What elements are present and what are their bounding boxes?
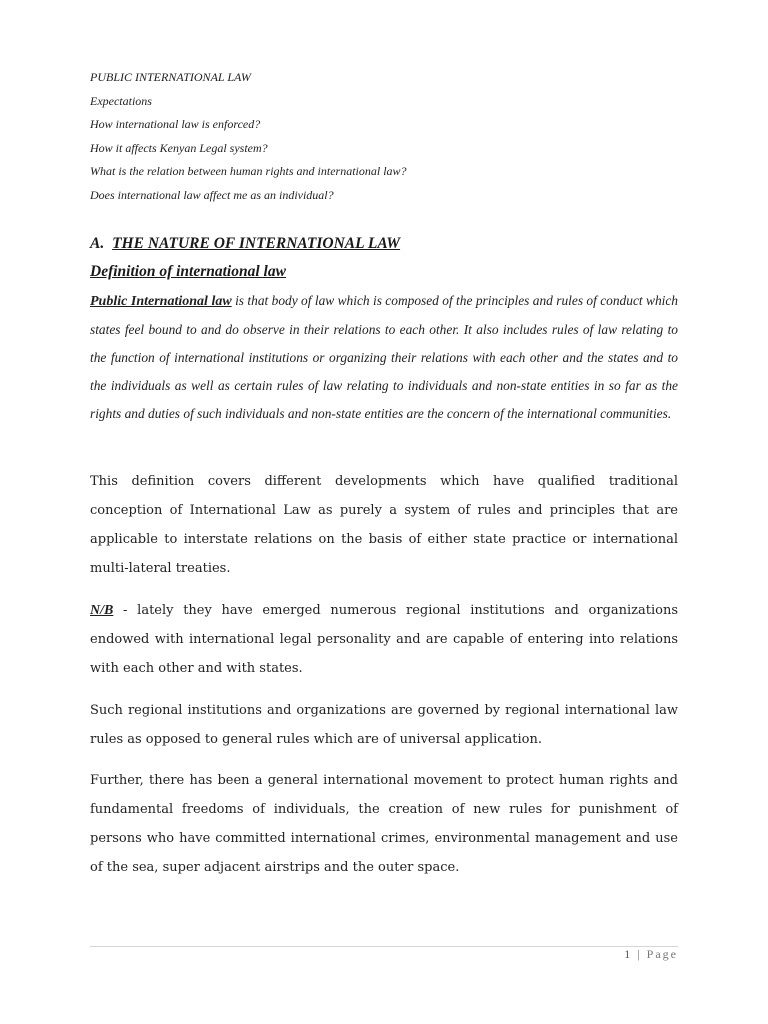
page-label: Page: [646, 947, 678, 961]
definition-term: Public International law: [90, 294, 232, 309]
section-letter: A.: [90, 235, 105, 252]
page-number: 1: [624, 947, 633, 961]
paragraph-regional-rules: Such regional institutions and organizations are governed by regional international law rules as opposed to general rules which are of universal application.: [90, 703, 678, 747]
paragraph-nb: [90, 596, 678, 683]
section-heading: [90, 233, 400, 255]
expectation-question: How international law is enforced?: [90, 117, 261, 131]
nb-label: N/B: [90, 603, 114, 618]
document-title: PUBLIC INTERNATIONAL LAW: [90, 70, 251, 84]
definition-heading: Definition of international law: [90, 263, 286, 280]
intro-block: [90, 66, 690, 207]
expectation-question: How it affects Kenyan Legal system?: [90, 140, 268, 155]
definition-paragraph: [90, 287, 678, 428]
nb-text: - lately they have emerged numerous regional institutions and organizations endowed with international legal personality and are capable of entering into relations with each other and with states.: [90, 603, 678, 676]
section-title: THE NATURE OF INTERNATIONAL LAW: [112, 235, 401, 252]
expectation-question: What is the relation between human rights and international law?: [90, 164, 407, 178]
footer-divider: [90, 946, 678, 947]
expectations-label: Expectations: [90, 93, 152, 108]
expectation-question: Does international law affect me as an individual?: [90, 187, 334, 202]
page-separator: |: [632, 947, 647, 961]
paragraph-international-movement: Further, there has been a general international movement to protect human rights and fundamental freedoms of individuals, the creation of new rules for punishment of persons who have committed international crimes, environmental management and use of the sea, super adjacent airstrips and the outer space.: [90, 773, 678, 875]
paragraph-definition-coverage: This definition covers different developments which have qualified traditional conception of International Law as purely a system of rules and principles that are applicable to interstate relations on the basis of either state practice or international multi-lateral treaties.: [90, 474, 678, 576]
definition-text: is that body of law which is composed of the principles and rules of conduct which states feel bound to and do observe in their relations to each other. It also includes rules of law relating to the function of international institutions or organizing their relations with each other and the states and to the individuals as well as certain rules of law relating to individuals and non-state entities in so far as the rights and duties of such individuals and non-state entities are the concern of the international communities.: [90, 293, 678, 421]
page-number-footer: [624, 947, 678, 962]
